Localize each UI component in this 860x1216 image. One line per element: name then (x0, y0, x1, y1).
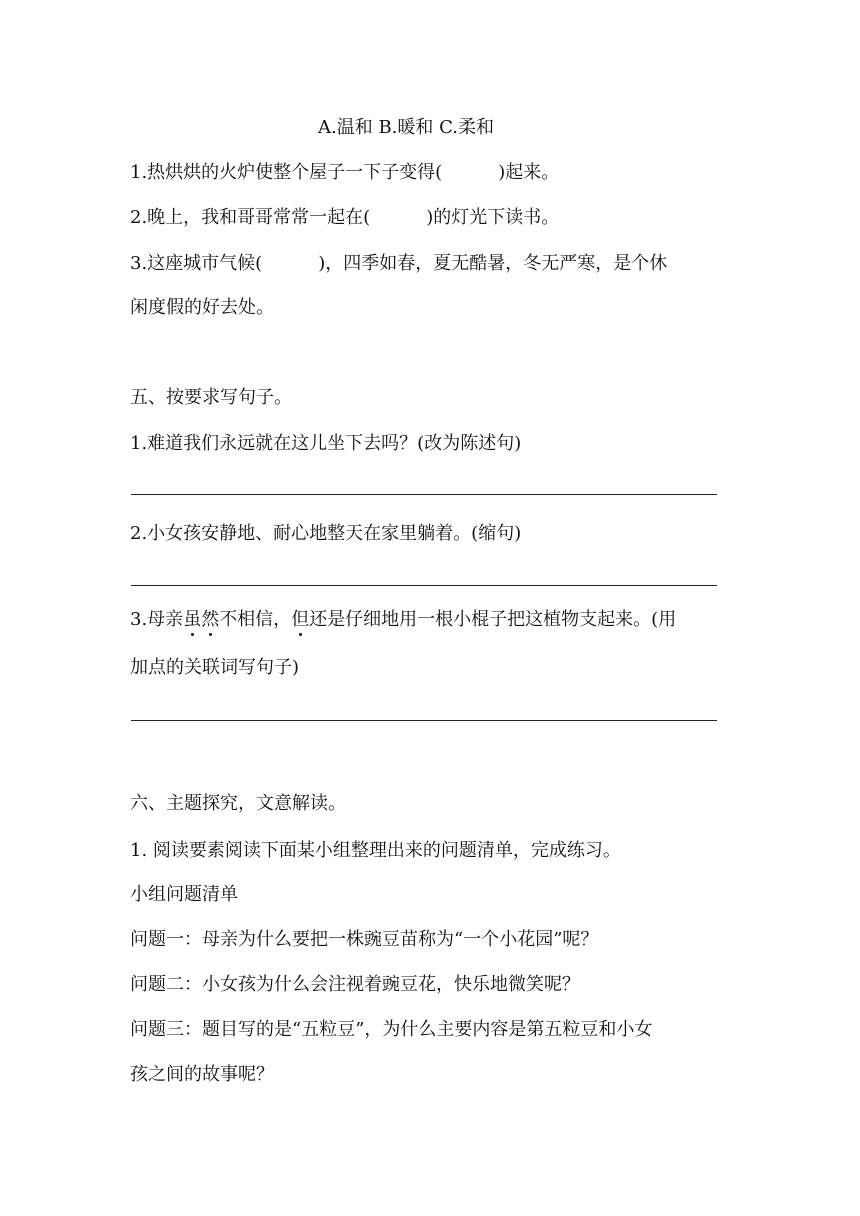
s4-question-3-line2: 闲度假的好去处。 (130, 297, 274, 318)
list-item-question-3-line2: 孩之间的故事呢？ (130, 1064, 274, 1085)
s5-q3-text-part1: 3.母亲 (130, 609, 184, 630)
dotted-char: 然 (201, 609, 220, 630)
section5-title: 五、按要求写句子。 (130, 387, 292, 408)
question-list-title: 小组问题清单 (130, 884, 238, 905)
s5-q3-text-part3: 还是仔细地用一根小棍子把这植物支起来。(用 (309, 609, 677, 630)
s4-question-2 (130, 206, 559, 230)
dotted-char: 但 (291, 609, 310, 630)
s4-question-1 (130, 161, 559, 185)
dotted-char: 虽 (183, 609, 202, 630)
answer-line-3[interactable] (131, 720, 717, 721)
s5-question-3 (130, 608, 676, 632)
s4-q1-text-post: )起来。 (498, 162, 560, 183)
answer-line-1[interactable] (131, 494, 717, 495)
section6-title: 六、主题探究，文意解读。 (130, 793, 346, 814)
s5-q3-text-part2: 不相信， (219, 609, 292, 630)
s4-q3-text-post: )，四季如春，夏无酷暑，冬无严寒，是个休 (318, 253, 668, 274)
s4-q2-text-post: )的灯光下读书。 (426, 207, 560, 228)
answer-line-2[interactable] (131, 585, 717, 586)
s4-q3-text-pre: 3.这座城市气候( (130, 253, 263, 274)
s5-question-1: 1.难道我们永远就在这儿坐下去吗？(改为陈述句) (130, 433, 522, 454)
s4-q2-text-pre: 2.晚上，我和哥哥常常一起在( (130, 207, 371, 228)
list-item-question-1: 问题一：母亲为什么要把一株豌豆苗称为“一个小花园”呢？ (130, 929, 599, 950)
s6-question-1: 1. 阅读要素阅读下面某小组整理出来的问题清单，完成练习。 (130, 840, 621, 861)
s4-question-3 (130, 252, 667, 276)
s5-question-2: 2.小女孩安静地、耐心地整天在家里躺着。(缩句) (130, 523, 522, 544)
s5-question-3-line2: 加点的关联词写句子) (130, 657, 300, 678)
list-item-question-2: 问题二：小女孩为什么会注视着豌豆花，快乐地微笑呢？ (130, 974, 580, 995)
list-item-question-3: 问题三：题目写的是“五粒豆”，为什么主要内容是第五粒豆和小女 (130, 1019, 653, 1040)
s4-q1-text-pre: 1.热烘烘的火炉使整个屋子一下子变得( (130, 162, 443, 183)
options-line: A.温和 B.暖和 C.柔和 (318, 117, 494, 138)
